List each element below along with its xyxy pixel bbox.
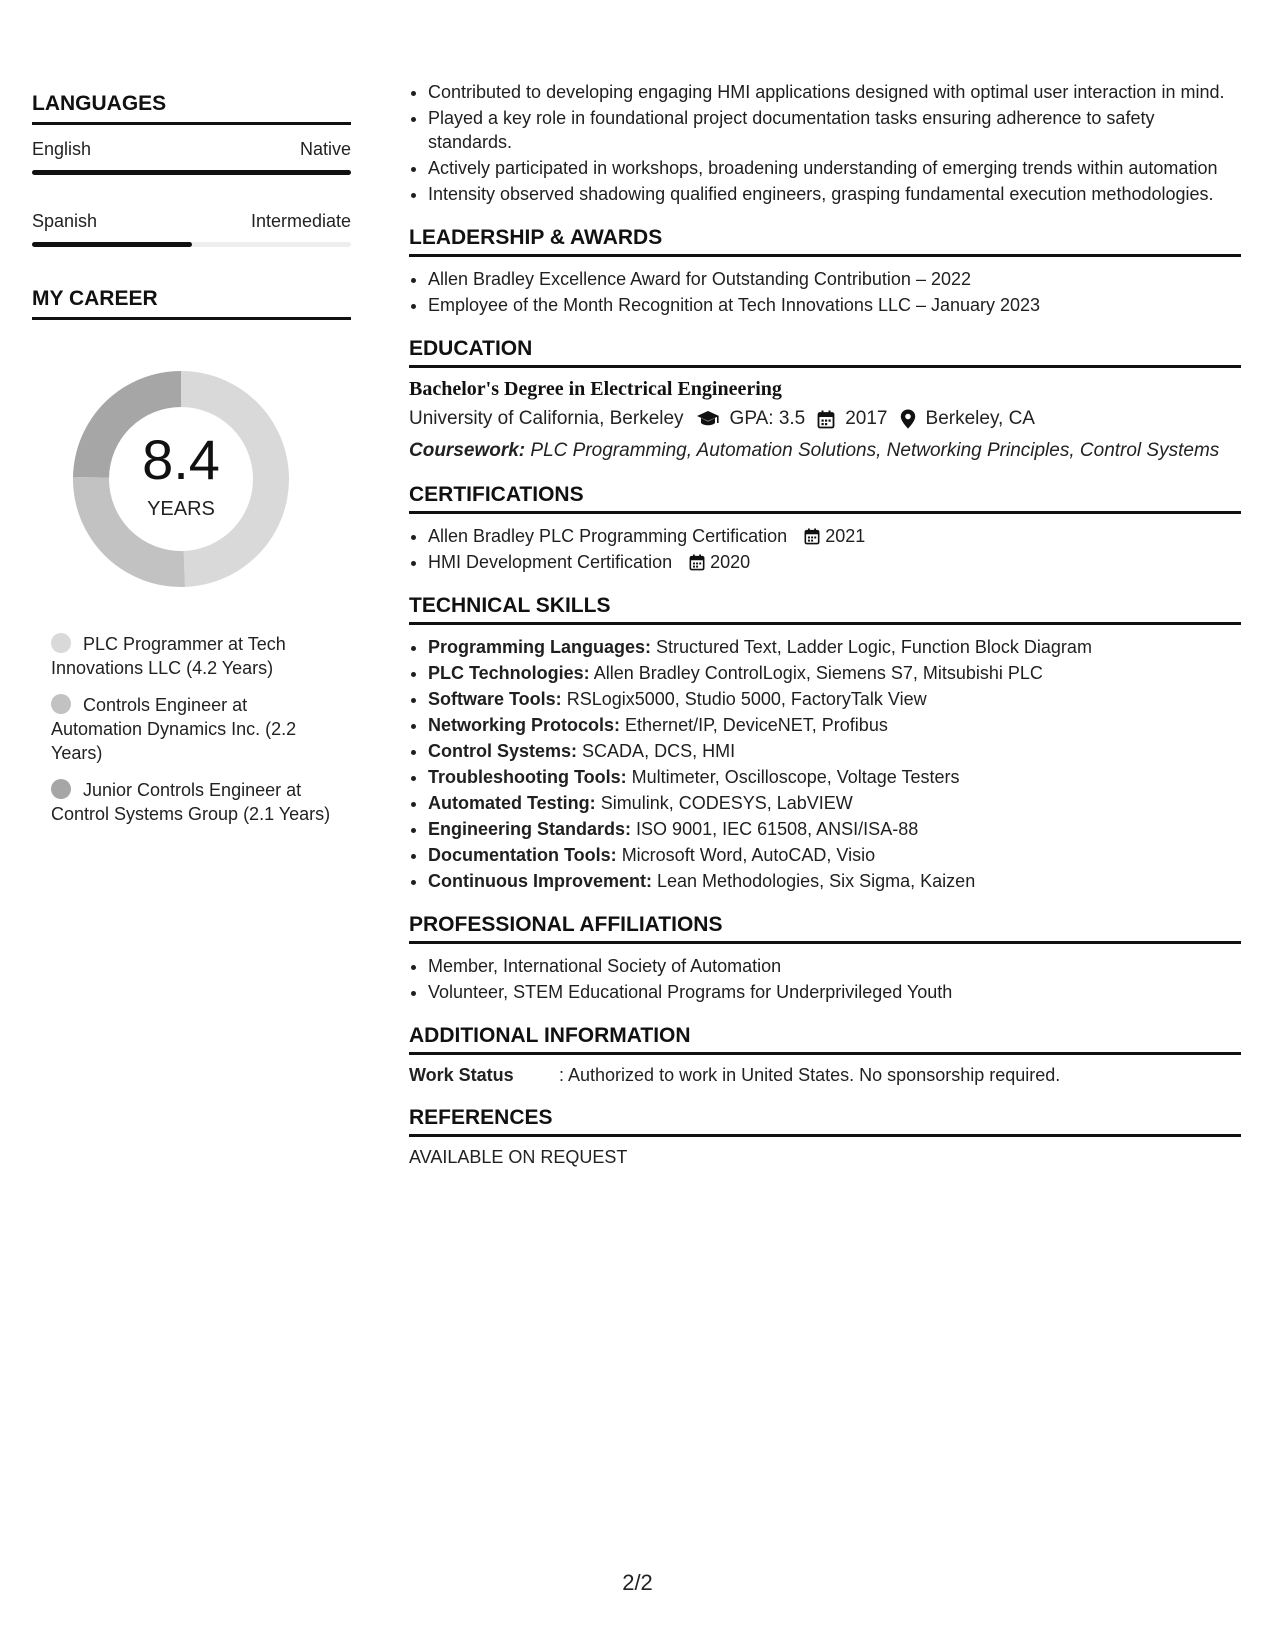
calendar-icon bbox=[817, 410, 835, 429]
career-legend bbox=[32, 632, 332, 826]
gpa: GPA: 3.5 bbox=[729, 408, 806, 429]
list-item bbox=[428, 550, 1241, 574]
list-item bbox=[428, 524, 1241, 548]
location-pin-icon bbox=[900, 409, 916, 429]
skill-label: Software Tools: bbox=[428, 689, 562, 709]
language-english bbox=[32, 139, 351, 175]
affiliations-section bbox=[409, 913, 1241, 1004]
skill-value: SCADA, DCS, HMI bbox=[582, 741, 736, 761]
career-total-years: 8.4 bbox=[142, 427, 220, 491]
experience-bullets bbox=[409, 80, 1241, 206]
skill-label: Programming Languages: bbox=[428, 637, 652, 657]
work-status-value: : Authorized to work in United States. No sponsorship required. bbox=[559, 1065, 1061, 1085]
list-item: • Actively participated in workshops, broadening understanding of emerging trends within automation bbox=[428, 156, 1241, 180]
list-item: • Allen Bradley Excellence Award for Outstanding Contribution – 2022 bbox=[428, 267, 1241, 291]
section-heading: TECHNICAL SKILLS bbox=[409, 594, 1241, 625]
section-heading: LEADERSHIP & AWARDS bbox=[409, 226, 1241, 257]
language-level: Intermediate bbox=[250, 211, 351, 231]
language-name: English bbox=[32, 139, 92, 159]
list-item: • Played a key role in foundational project documentation tasks ensuring adherence to safety standards. bbox=[428, 106, 1241, 154]
graduation-cap-icon bbox=[696, 410, 720, 428]
certification-name: Allen Bradley PLC Programming Certification bbox=[428, 526, 788, 546]
legend-dot bbox=[51, 779, 71, 799]
skill-value: Simulink, CODESYS, LabVIEW bbox=[600, 793, 853, 813]
certification-name: HMI Development Certification bbox=[428, 552, 673, 572]
legend-dot bbox=[51, 633, 71, 653]
calendar-icon bbox=[689, 554, 705, 571]
certification-year: 2020 bbox=[710, 552, 751, 572]
skill-value: Multimeter, Oscilloscope, Voltage Testers bbox=[631, 767, 960, 787]
coursework-list: PLC Programming, Automation Solutions, Networking Principles, Control Systems bbox=[530, 440, 1220, 461]
sidebar bbox=[32, 92, 351, 839]
section-heading: PROFESSIONAL AFFILIATIONS bbox=[409, 913, 1241, 944]
section-heading: EDUCATION bbox=[409, 337, 1241, 368]
section-heading: CERTIFICATIONS bbox=[409, 483, 1241, 514]
list-item bbox=[428, 869, 1241, 893]
section-heading: REFERENCES bbox=[409, 1106, 1241, 1137]
skill-value: Structured Text, Ladder Logic, Function Block Diagram bbox=[656, 637, 1092, 657]
legend-item bbox=[51, 632, 332, 680]
skills-section bbox=[409, 594, 1241, 893]
legend-dot bbox=[51, 694, 71, 714]
list-item bbox=[428, 635, 1241, 659]
skill-label: Networking Protocols: bbox=[428, 715, 621, 735]
list-item bbox=[428, 765, 1241, 789]
language-proficiency-bar bbox=[32, 242, 351, 247]
additional-info-section bbox=[409, 1024, 1241, 1086]
skill-label: PLC Technologies: bbox=[428, 663, 590, 683]
language-proficiency-fill bbox=[32, 242, 192, 247]
list-item bbox=[428, 739, 1241, 763]
career-donut-chart bbox=[66, 364, 296, 594]
list-item: • Member, International Society of Automation bbox=[428, 954, 1241, 978]
work-status-label: Work Status bbox=[409, 1065, 514, 1085]
skill-value: RSLogix5000, Studio 5000, FactoryTalk View bbox=[566, 689, 927, 709]
list-item bbox=[428, 817, 1241, 841]
school-name: University of California, Berkeley bbox=[409, 408, 684, 429]
language-level: Native bbox=[299, 139, 351, 159]
certifications-section bbox=[409, 483, 1241, 574]
language-spanish bbox=[32, 211, 351, 247]
career-total-unit: YEARS bbox=[147, 497, 215, 520]
skill-value: Ethernet/IP, DeviceNET, Profibus bbox=[625, 715, 888, 735]
skill-label: Continuous Improvement: bbox=[428, 871, 652, 891]
skill-label: Control Systems: bbox=[428, 741, 578, 761]
certification-year: 2021 bbox=[825, 526, 866, 546]
languages-heading: LANGUAGES bbox=[32, 92, 351, 125]
skill-label: Documentation Tools: bbox=[428, 845, 617, 865]
degree-title: Bachelor's Degree in Electrical Engineering bbox=[409, 378, 782, 400]
skill-label: Troubleshooting Tools: bbox=[428, 767, 627, 787]
skill-value: Lean Methodologies, Six Sigma, Kaizen bbox=[657, 871, 976, 891]
list-item: • Volunteer, STEM Educational Programs for Underprivileged Youth bbox=[428, 980, 1241, 1004]
graduation-year: 2017 bbox=[845, 408, 888, 429]
education-section bbox=[409, 337, 1241, 463]
school-location: Berkeley, CA bbox=[925, 408, 1035, 429]
calendar-icon bbox=[804, 528, 820, 545]
list-item: • Contributed to developing engaging HMI applications designed with optimal user interaction in mind. bbox=[428, 80, 1241, 104]
legend-label: Junior Controls Engineer at Control Systems Group (2.1 Years) bbox=[51, 780, 331, 824]
legend-item bbox=[51, 778, 332, 826]
list-item bbox=[428, 661, 1241, 685]
language-name: Spanish bbox=[32, 211, 98, 231]
coursework bbox=[409, 438, 1241, 463]
references-section bbox=[409, 1106, 1241, 1168]
education-meta bbox=[409, 408, 1241, 430]
skill-value: ISO 9001, IEC 61508, ANSI/ISA-88 bbox=[636, 819, 919, 839]
career-heading: MY CAREER bbox=[32, 287, 351, 320]
language-proficiency-bar bbox=[32, 170, 351, 175]
list-item bbox=[428, 791, 1241, 815]
page-number: 2/2 bbox=[622, 1570, 653, 1595]
coursework-label: Coursework: bbox=[409, 440, 526, 461]
main-column bbox=[409, 80, 1241, 1168]
list-item bbox=[428, 843, 1241, 867]
skill-label: Automated Testing: bbox=[428, 793, 596, 813]
list-item: • Employee of the Month Recognition at Tech Innovations LLC – January 2023 bbox=[428, 293, 1241, 317]
skill-value: Allen Bradley ControlLogix, Siemens S7, Mitsubishi PLC bbox=[593, 663, 1043, 683]
list-item bbox=[428, 713, 1241, 737]
legend-label: PLC Programmer at Tech Innovations LLC (4.2 Years) bbox=[51, 634, 286, 678]
list-item: • Intensity observed shadowing qualified engineers, grasping fundamental execution methodologies. bbox=[428, 182, 1241, 206]
skill-label: Engineering Standards: bbox=[428, 819, 632, 839]
legend-item bbox=[51, 693, 332, 765]
work-status-row bbox=[409, 1065, 1241, 1086]
references-text: AVAILABLE ON REQUEST bbox=[409, 1147, 628, 1167]
skill-value: Microsoft Word, AutoCAD, Visio bbox=[621, 845, 876, 865]
language-proficiency-fill bbox=[32, 170, 351, 175]
list-item bbox=[428, 687, 1241, 711]
awards-section bbox=[409, 226, 1241, 317]
section-heading: ADDITIONAL INFORMATION bbox=[409, 1024, 1241, 1055]
legend-label: Controls Engineer at Automation Dynamics Inc. (2.2 Years) bbox=[51, 695, 297, 763]
